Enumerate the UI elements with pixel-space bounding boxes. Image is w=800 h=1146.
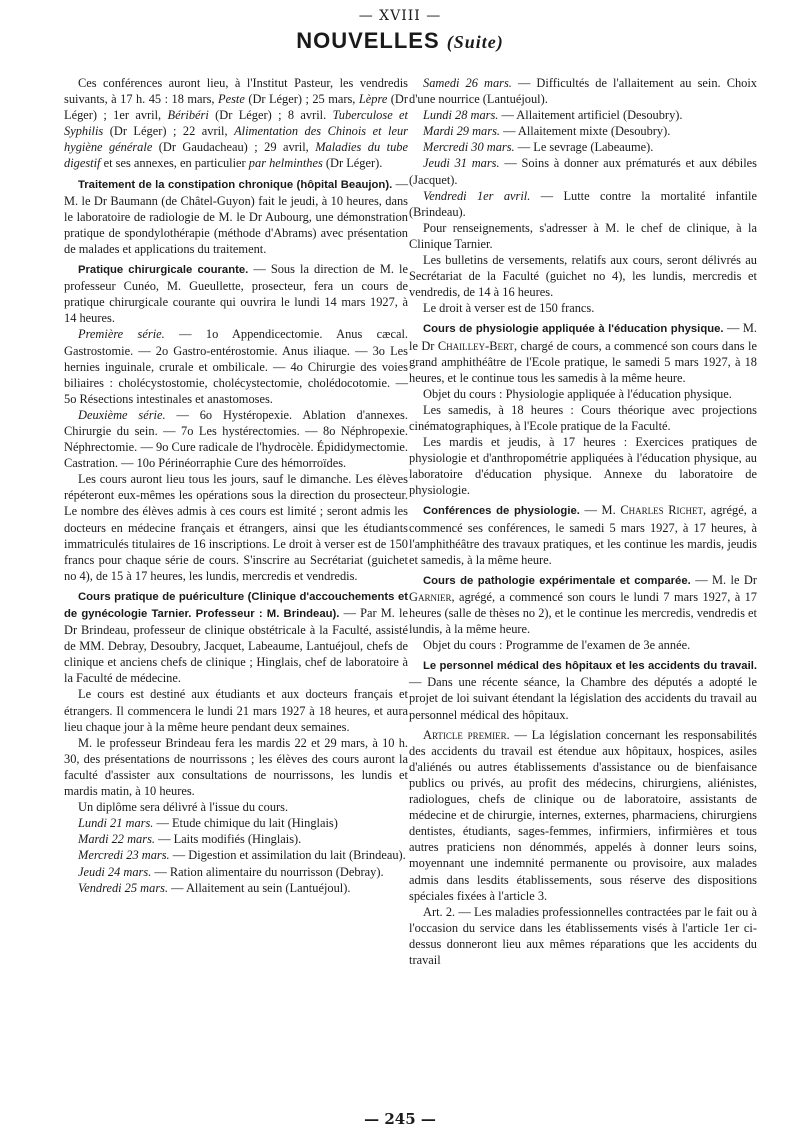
renseignements: Pour renseignements, s'adresser à M. le chef de clinique, à la Clinique Tarnier. (409, 220, 757, 251)
puericulture-p3: M. le professeur Brindeau fera les mardis 22 et 29 mars, à 10 h. 30, des présentations de nourrissons ; les élèves des cours auront la faculté d'assister aux consultations de nourrissons, les lundis et mardis matin, à 10 heures. (64, 735, 408, 799)
conferences-notice: Conférences de physiologie. — M. Charles Richet, agrégé, a commencé ses conférences, le samedi 5 mars 1927, à 17 heures, à l'amphithéâtre des travaux pratiques, et les continue les mardis, jeudis et samedis, à la même heure. (409, 503, 757, 567)
pathologie-notice: Cours de pathologie expérimentale et comparée. — M. le Dr Garnier, agrégé, a commencé son cours le lundi 7 mars 1927, à 17 heures (salle de thèses no 2), et le continue les mercredis, vendredis et lundis, à la même heure. (409, 572, 757, 637)
left-column (64, 75, 408, 896)
physiologie-objet: Objet du cours : Physiologie appliquée à l'éducation physique. (423, 386, 732, 401)
article-2: Art. 2. — Les maladies professionnelles contractées par le fait ou à l'occasion du service dans les établissements visés à l'article 1er ci-dessus donneront lieu aux mêmes réparations que les accidents du travail (409, 904, 757, 967)
droit: Le droit à verser est de 150 francs. (423, 301, 595, 316)
physiologie-samedis: Les samedis, à 18 heures : Cours théorique avec projections cinématographiques, à l'Ecole pratique de la Faculté. (409, 402, 757, 433)
schedule-day-4: Jeudi 24 mars. — Ration alimentaire du nourrisson (Debray). (78, 864, 384, 879)
constipation-notice: Traitement de la constipation chronique (hôpital Beaujon). — M. le Dr Baumann (de Châtel-Guyon) fait le jeudi, à 10 heures, dans le laboratoire de radiologie de M. le Dr Aubourg, une démonstration pratique de spondylothérapie (méthode d'Abrams) avec présentation de malades et applications du traitement. (64, 176, 408, 256)
title-main: NOUVELLES (296, 28, 440, 53)
schedule-day-8: Mardi 29 mars. — Allaitement mixte (Desoubry). (423, 124, 671, 139)
schedule-day-9: Mercredi 30 mars. — Le sevrage (Labeaume). (423, 140, 654, 155)
right-column (409, 75, 757, 968)
personnel-notice: Le personnel médical des hôpitaux et les accidents du travail. — Dans une récente séance, la Chambre des députés a adopté le projet de loi suivant étendant la législation des accidents du travail au personnel médical des hôpitaux. (409, 660, 757, 722)
pasteur-intro: Ces conférences auront lieu, à l'Institut Pasteur, les vendredis suivants, à 17 h. 45 : 18 mars, Peste (Dr Léger) ; 25 mars, Lèpre (Dr Léger) ; 1er avril, Béribéri (Dr Léger) ; 8 avril. Tuberculose et Syphilis (Dr Léger) ; 22 avril, Alimentation des Chinois et leur hygiène générale (Dr Gaudacheau) ; 29 avril, Maladies du tube digestif et ses annexes, en particulier par helminthes (Dr Léger). (64, 76, 408, 171)
schedule-day-7: Lundi 28 mars. — Allaitement artificiel (Desoubry). (423, 108, 683, 123)
serie-2: Deuxième série. — 6o Hystéropexie. Ablation d'annexes. Chirurgie du sein. — 7o Les hystérectomies. — 8o Néphropexie. Néphrectomie. — 9o Cure radicale de l'hydrocèle. Épididymectomie. Castration. — 10o Périnéorraphie Cure des hémorroïdes. (64, 407, 408, 471)
page-roman-numeral: — XVIII — (358, 8, 442, 24)
pathologie-objet: Objet du cours : Programme de l'examen de 3e année. (423, 638, 691, 653)
schedule-day-6: Samedi 26 mars. — Difficultés de l'allaitement au sein. Choix d'une nourrice (Lantuéjoul). (409, 76, 757, 107)
puericulture-notice: Cours pratique de puériculture (Clinique d'accouchements et de gynécologie Tarnier. Professeur : M. Brindeau). — Par M. le Dr Brindeau, professeur de clinique obstétricale à la Faculté, assisté de MM. Debray, Desoubry, Jacquet, Labeaume, Lantuéjoul, chefs de clinique et anciens chefs de clinique ; Hinglais, chef de laboratoire à la Faculté de médecine. (64, 590, 408, 686)
puericulture-p2: Le cours est destiné aux étudiants et aux docteurs français et étrangers. Il commencera le lundi 21 mars 1927 à 18 heures, et aura lieu chaque jour à la même heure pendant deux semaines. (64, 687, 408, 734)
chirurgie-notice: Pratique chirurgicale courante. — Sous la direction de M. le professeur Cunéo, M. Gueullette, prosecteur, fera un cours de pratique chirurgicale courante qui ouvrira le lundi 14 mars 1927, à 14 heures. (64, 262, 408, 326)
serie-1: Première série. — 1o Appendicectomie. Anus cæcal. Gastrostomie. — 2o Gastro-entérostomie. Anus iliaque. — 3o Les hernies inguinale, crurale et ombilicale. — 4o Chirurgie des voies biliaires : cholécystostomie, cholécystectomie, cholédocotomie. — 5o Résections intestinales et anastomoses. (64, 327, 408, 406)
schedule-day-2: Mardi 22 mars. — Laits modifiés (Hinglais). (78, 832, 302, 847)
bulletins: Les bulletins de versements, relatifs aux cours, seront délivrés au Secrétariat de la Faculté (guichet no 4), les lundis, mercredis et vendredis, de 14 à 16 heures. (409, 253, 757, 300)
page-number: — 245 — (364, 1110, 436, 1128)
physiologie-mardis: Les mardis et jeudis, à 17 heures : Exercices pratiques de physiologie et d'anthropométrie appliquées à l'éducation physique, au laboratoire d'éducation physique. Annexe du laboratoire de physiologie. (409, 435, 757, 498)
schedule-day-3: Mercredi 23 mars. — Digestion et assimilation du lait (Brindeau). (78, 848, 406, 863)
section-title (0, 28, 800, 54)
schedule-day-5: Vendredi 25 mars. — Allaitement au sein (Lantuéjoul). (78, 880, 351, 895)
schedule-day-10: Jeudi 31 mars. — Soins à donner aux prématurés et aux débiles (Jacquet). (409, 156, 757, 187)
schedule-day-1: Lundi 21 mars. — Etude chimique du lait (Hinglais) (78, 816, 338, 831)
puericulture-p4: Un diplôme sera délivré à l'issue du cours. (78, 800, 289, 815)
article-premier: Article premier. — La législation concernant les responsabilités des accidents du travail est étendue aux hôpitaux, hospices, asiles d'aliénés ou autres établissements d'assistance ou de bienfaisance publics ou privés, au profit des médecins, chirurgiens, aliénistes, radiologues, chefs de clinique ou de laboratoire, assistants de médecine et de chirurgie, internes, externes, pharmaciens, chirurgiens dentistes, étudiants, sages-femmes, infirmiers, infirmières et tous autres praticiens non dénommés, appelés à donner leurs soins, moyennant une indemnité permanente ou provisoire, aux malades admis dans lesdits établissements, sous réserve des dispositions spéciales fixées à l'article 3. (409, 727, 757, 903)
title-suite: (Suite) (446, 32, 504, 52)
physiologie-notice: Cours de physiologie appliquée à l'éducation physique. — M. le Dr Chailley-Bert, chargé de cours, a commencé son cours dans le grand amphithéâtre de l'Ecole pratique, le samedi 5 mars 1927, à 18 heures, et le continue tous les samedis à la même heure. (409, 321, 757, 385)
cours-details: Les cours auront lieu tous les jours, sauf le dimanche. Les élèves répéteront eux-mêmes les opérations sous la direction du prosecteur. Le nombre des élèves admis à ces cours est limité ; seront admis les docteurs en médecine français et étrangers, ainsi que les étudiants immatriculés titulaires de 16 inscriptions. Le droit à verser est de 150 francs pour chaque série de cours. S'inscrire au Secrétariat (guichet no 4), de 15 à 17 heures, les lundis, mercredis et vendredis. (64, 472, 408, 583)
schedule-day-11: Vendredi 1er avril. — Lutte contre la mortalité infantile (Brindeau). (409, 188, 757, 219)
